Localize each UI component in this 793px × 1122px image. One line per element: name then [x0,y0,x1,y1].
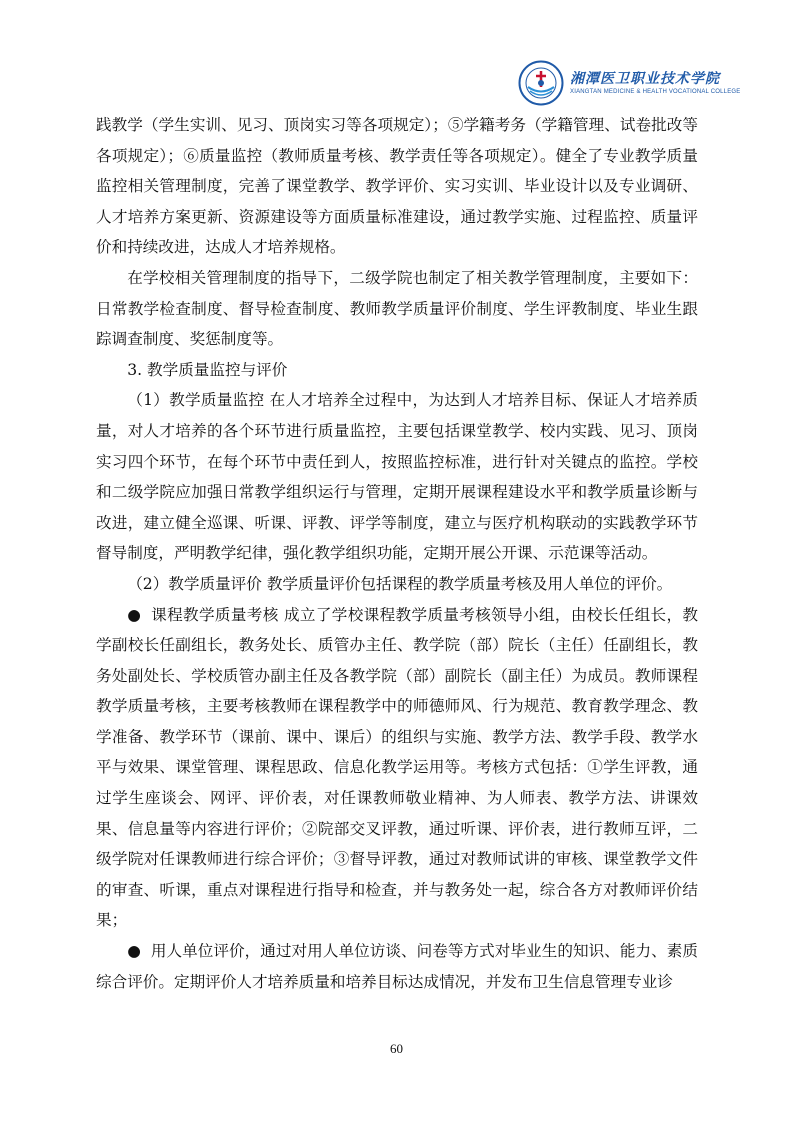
bullet-icon: ● [127,605,142,624]
paragraph-quality-monitoring: （1）教学质量监控 在人才培养全过程中，为达到人才培养目标、保证人才培养质量，对人才培养的各个环节进行质量监控，主要包括课堂教学、校内实践、见习、顶岗实习四个环节，在每个环节中责任到人，按照监控标准，进行针对关键点的监控。学校和二级学院应加强日常教学组织运行与管理，定期开展课程建设水平和教学质量诊断与改进，建立健全巡课、听课、评教、评学等制度，建立与医疗机构联动的实践教学环节督导制度，严明教学纪律，强化教学组织功能，定期开展公开课、示范课等活动。 [96,391,698,563]
college-logo [518,60,741,106]
section-heading-quality-monitoring: 3. 教学质量监控与评价 [127,360,288,379]
document-body [96,110,698,997]
paragraph-practice-rules: 践教学（学生实训、见习、顶岗实习等各项规定）；⑤学籍考务（学籍管理、试卷批改等各项规定）；⑥质量监控（教师质量考核、教学责任等各项规定）。健全了专业教学质量监控相关管理制度，完善了课堂教学、教学评价、实习实训、毕业设计以及专业调研、人才培养方案更新、资源建设等方面质量标准建设，通过教学实施、过程监控、质量评价和持续改进，达成人才培养规格。 [96,116,698,257]
page-number: 60 [390,1041,403,1056]
paragraph-college-rules: 在学校相关管理制度的指导下，二级学院也制定了相关教学管理制度，主要如下：日常教学检查制度、督导检查制度、教师教学质量评价制度、学生评教制度、毕业生跟踪调查制度、奖惩制度等。 [96,268,698,349]
college-name-en: XIANGTAN MEDICINE & HEALTH VOCATIONAL COLLEGE [570,88,741,95]
college-emblem-icon [518,60,564,106]
bullet-course-assessment [96,600,698,937]
bullet-icon: ● [127,942,141,961]
bullet-employer-evaluation [96,936,698,997]
bullet-employer-evaluation-text: 用人单位评价，通过对用人单位访谈、问卷等方式对毕业生的知识、能力、素质综合评价。定期评价人才培养质量和培养目标达成情况，并发布卫生信息管理专业诊 [96,942,698,991]
college-name-cn: 湘潭医卫职业技术学院 [570,70,720,87]
paragraph-quality-evaluation: （2）教学质量评价 教学质量评价包括课程的教学质量考核及用人单位的评价。 [127,574,673,593]
bullet-course-assessment-text: 课程教学质量考核 成立了学校课程教学质量考核领导小组，由校长任组长，教学副校长任副组长，教务处长、质管办主任、教学院（部）院长（主任）任副组长，教务处副处长、学校质管办副主任及各教学院（部）副院长（副主任）为成员。教师课程教学质量考核，主要考核教师在课程教学中的师德师风、行为规范、教育教学理念、教学准备、教学环节（课前、课中、课后）的组织与实施、教学方法、教学手段、教学水平与效果、课堂管理、课程思政、信息化教学运用等。考核方式包括：①学生评教，通过学生座谈会、网评、评价表，对任课教师敬业精神、为人师表、教学方法、讲课效果、信息量等内容进行评价；②院部交叉评教，通过听课、评价表，进行教师互评，二级学院对任课教师进行综合评价；③督导评教，通过对教师试讲的审核、课堂教学文件的审查、听课，重点对课程进行指导和检查，并与教务处一起，综合各方对教师评价结果； [96,605,698,930]
